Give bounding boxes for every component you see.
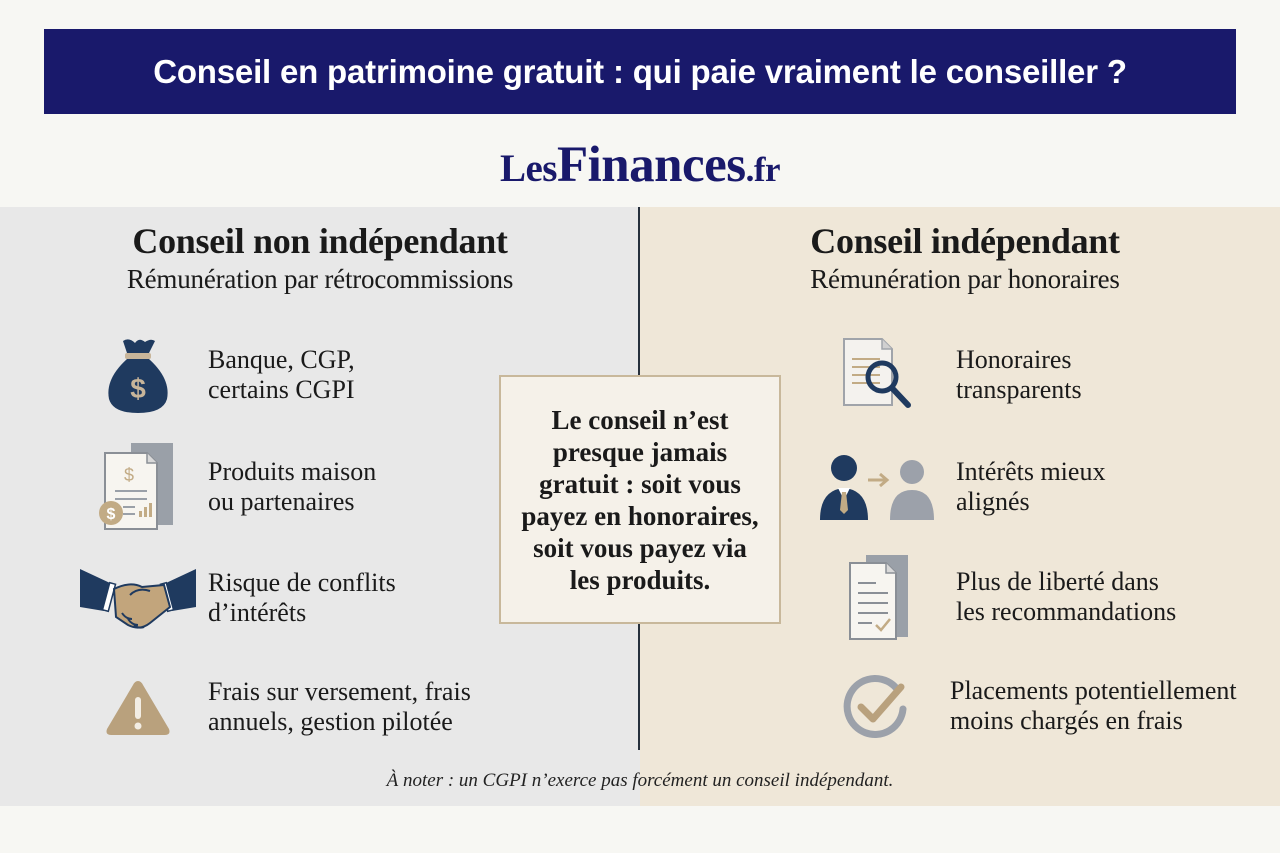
left-item-3: [88, 548, 396, 648]
invoice-document-icon: [88, 437, 188, 537]
item-text-line: Placements potentiellement: [950, 676, 1237, 705]
svg-text:$: $: [106, 506, 116, 523]
left-column-title: Conseil non indépendant: [132, 221, 508, 261]
logo-prefix: Les: [499, 147, 557, 190]
left-item-2: [88, 437, 376, 537]
warning-icon: [88, 657, 188, 757]
document-search-icon: [826, 325, 926, 425]
item-text-line: Intérêts mieux: [956, 457, 1106, 486]
callout-line: presque jamais: [552, 436, 728, 467]
item-text-line: les recommandations: [956, 597, 1177, 626]
item-text-line: ou partenaires: [208, 487, 355, 516]
item-text-line: Banque, CGP,: [208, 345, 355, 374]
right-column-title: Conseil indépendant: [810, 221, 1120, 261]
callout-line: soit vous payez via: [533, 532, 747, 563]
item-text-line: Honoraires: [956, 345, 1072, 374]
title-banner: [44, 29, 1236, 114]
right-item-2: [816, 437, 1105, 537]
callout-line: les produits.: [569, 564, 711, 595]
item-text-line: moins chargés en frais: [950, 706, 1183, 735]
item-text-line: Produits maison: [208, 457, 377, 486]
item-text-line: Frais sur versement, frais: [208, 677, 471, 706]
money-bag-icon: [88, 325, 188, 425]
footnote: À noter : un CGPI n’exerce pas forcément un conseil indépendant.: [386, 770, 894, 791]
item-text-line: Plus de liberté dans: [956, 567, 1159, 596]
right-item-3: [826, 547, 1176, 647]
left-item-1: [88, 325, 355, 425]
advisor-to-client-icon: [816, 437, 936, 537]
document-check-icon: [826, 547, 926, 647]
right-column-subtitle: Rémunération par honoraires: [810, 264, 1120, 294]
page-title: Conseil en patrimoine gratuit : qui paie vraiment le conseiller ?: [153, 52, 1127, 90]
logo-suffix: .fr: [745, 150, 781, 189]
left-column-subtitle: Rémunération par rétrocommissions: [126, 264, 514, 294]
handshake-icon: [80, 548, 196, 648]
callout-line: payez en honoraires,: [521, 500, 759, 531]
svg-text:$: $: [123, 465, 135, 485]
key-message-callout: [499, 375, 781, 624]
item-text-line: transparents: [956, 375, 1082, 404]
item-text-line: Risque de conflits: [208, 568, 396, 597]
svg-text:$: $: [130, 373, 146, 404]
check-circle-icon: [826, 656, 926, 756]
item-text-line: alignés: [956, 487, 1030, 516]
right-item-1: [826, 325, 1082, 425]
item-text-line: d’intérêts: [208, 598, 307, 627]
left-item-4: [88, 657, 471, 757]
item-text-line: annuels, gestion pilotée: [208, 707, 453, 736]
site-logo: [0, 135, 1280, 207]
callout-line: Le conseil n’est: [551, 404, 729, 435]
logo-main: Finances: [556, 137, 746, 193]
callout-line: gratuit : soit vous: [539, 468, 741, 499]
item-text-line: certains CGPI: [208, 375, 355, 404]
right-item-4: [826, 656, 1237, 756]
